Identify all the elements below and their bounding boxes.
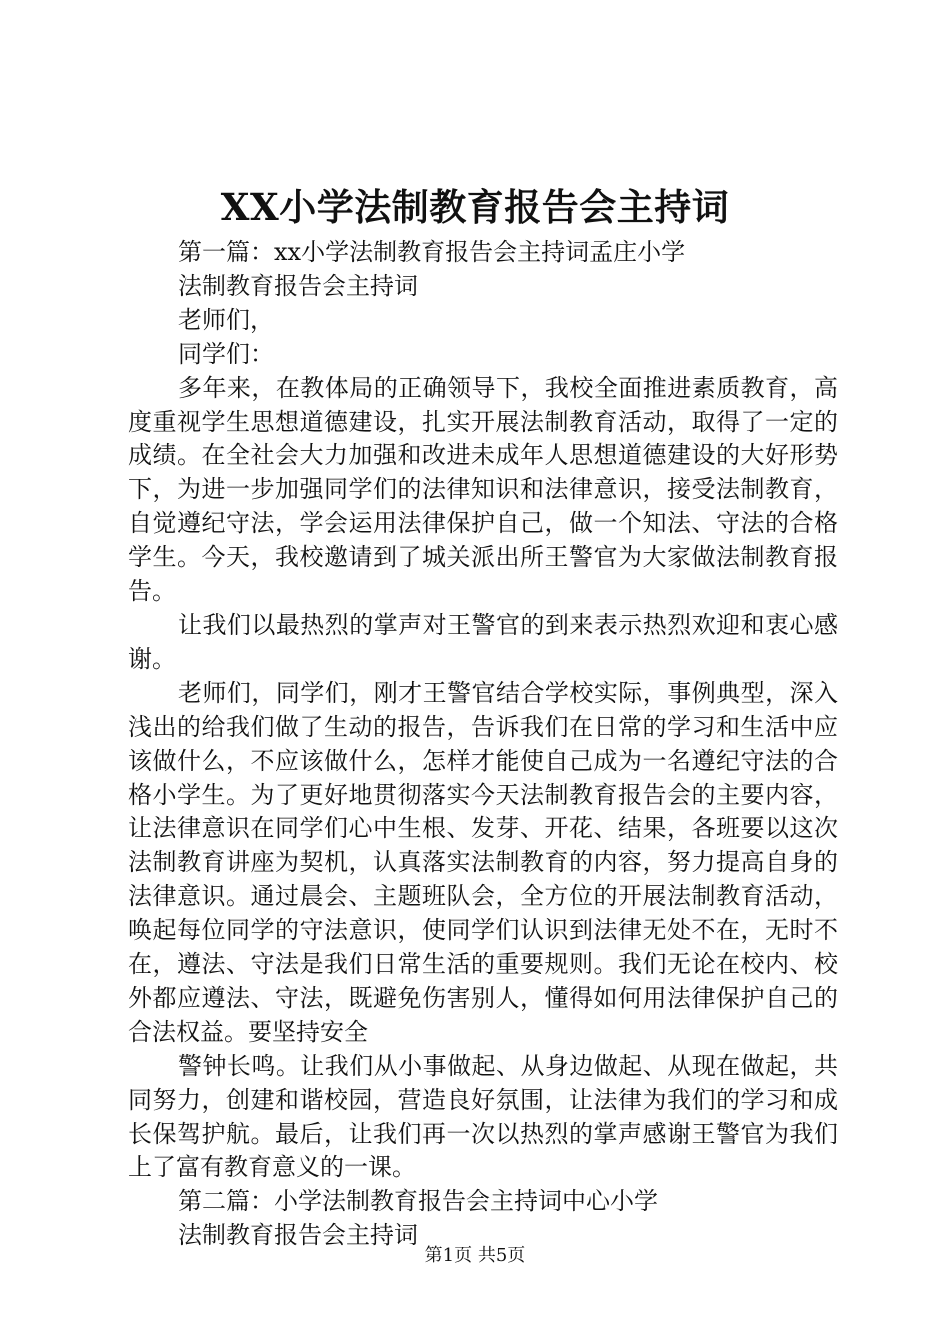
paragraph-heading-part-1: 第一篇：xx小学法制教育报告会主持词孟庄小学 <box>178 238 686 266</box>
document-title: XX小学法制教育报告会主持词 <box>220 185 730 229</box>
paragraph-introduction: 多年来，在教体局的正确领导下，我校全面推进素质教育，高度重视学生思想道德建设，扎实开展法制教育活动，取得了一定的成绩。在全社会大力加强和改进未成年人思想道德建设的大好形势下，为进一步加强同学们的法律知识和法律意识，接受法制教育，自觉遵纪守法，学会运用法律保护自己，做一个知法、守法的合格学生。今天，我校邀请到了城关派出所王警官为大家做法制教育报告。 <box>128 373 838 606</box>
paragraph-heading-part-2: 第二篇：小学法制教育报告会主持词中心小学 <box>178 1187 658 1216</box>
paragraph-greeting-students: 同学们： <box>178 339 274 368</box>
paragraph-welcome: 让我们以最热烈的掌声对王警官的到来表示热烈欢迎和衷心感谢。 <box>128 610 838 673</box>
paragraph-closing: 警钟长鸣。让我们从小事做起、从身边做起、从现在做起，共同努力，创建和谐校园，营造良好氛围，让法律为我们的学习和成长保驾护航。最后，让我们再一次以热烈的掌声感谢王警官为我们上了富有教育意义的一课。 <box>128 1051 838 1182</box>
paragraph-summary: 老师们，同学们，刚才王警官结合学校实际，事例典型，深入浅出的给我们做了生动的报告，告诉我们在日常的学习和生活中应该做什么，不应该做什么，怎样才能使自己成为一名遵纪守法的合格小学生。为了更好地贯彻落实今天法制教育报告会的主要内容，让法律意识在同学们心中生根、发芽、开花、结果，各班要以这次法制教育讲座为契机，认真落实法制教育的内容，努力提高自身的法律意识。通过晨会、主题班队会，全方位的开展法制教育活动，唤起每位同学的守法意识，使同学们认识到法律无处不在，无时不在，遵法、守法是我们日常生活的重要规则。我们无论在校内、校外都应遵法、守法，既避免伤害别人，懂得如何用法律保护自己的合法权益。要坚持安全 <box>128 678 838 1046</box>
page-number-footer: 第1页 共5页 <box>424 1245 526 1266</box>
document-body <box>128 236 838 1253</box>
paragraph-greeting-teachers: 老师们， <box>178 305 274 334</box>
paragraph-heading-part-2-subtitle: 法制教育报告会主持词 <box>178 1221 418 1250</box>
paragraph-heading-part-1-subtitle: 法制教育报告会主持词 <box>178 271 418 300</box>
